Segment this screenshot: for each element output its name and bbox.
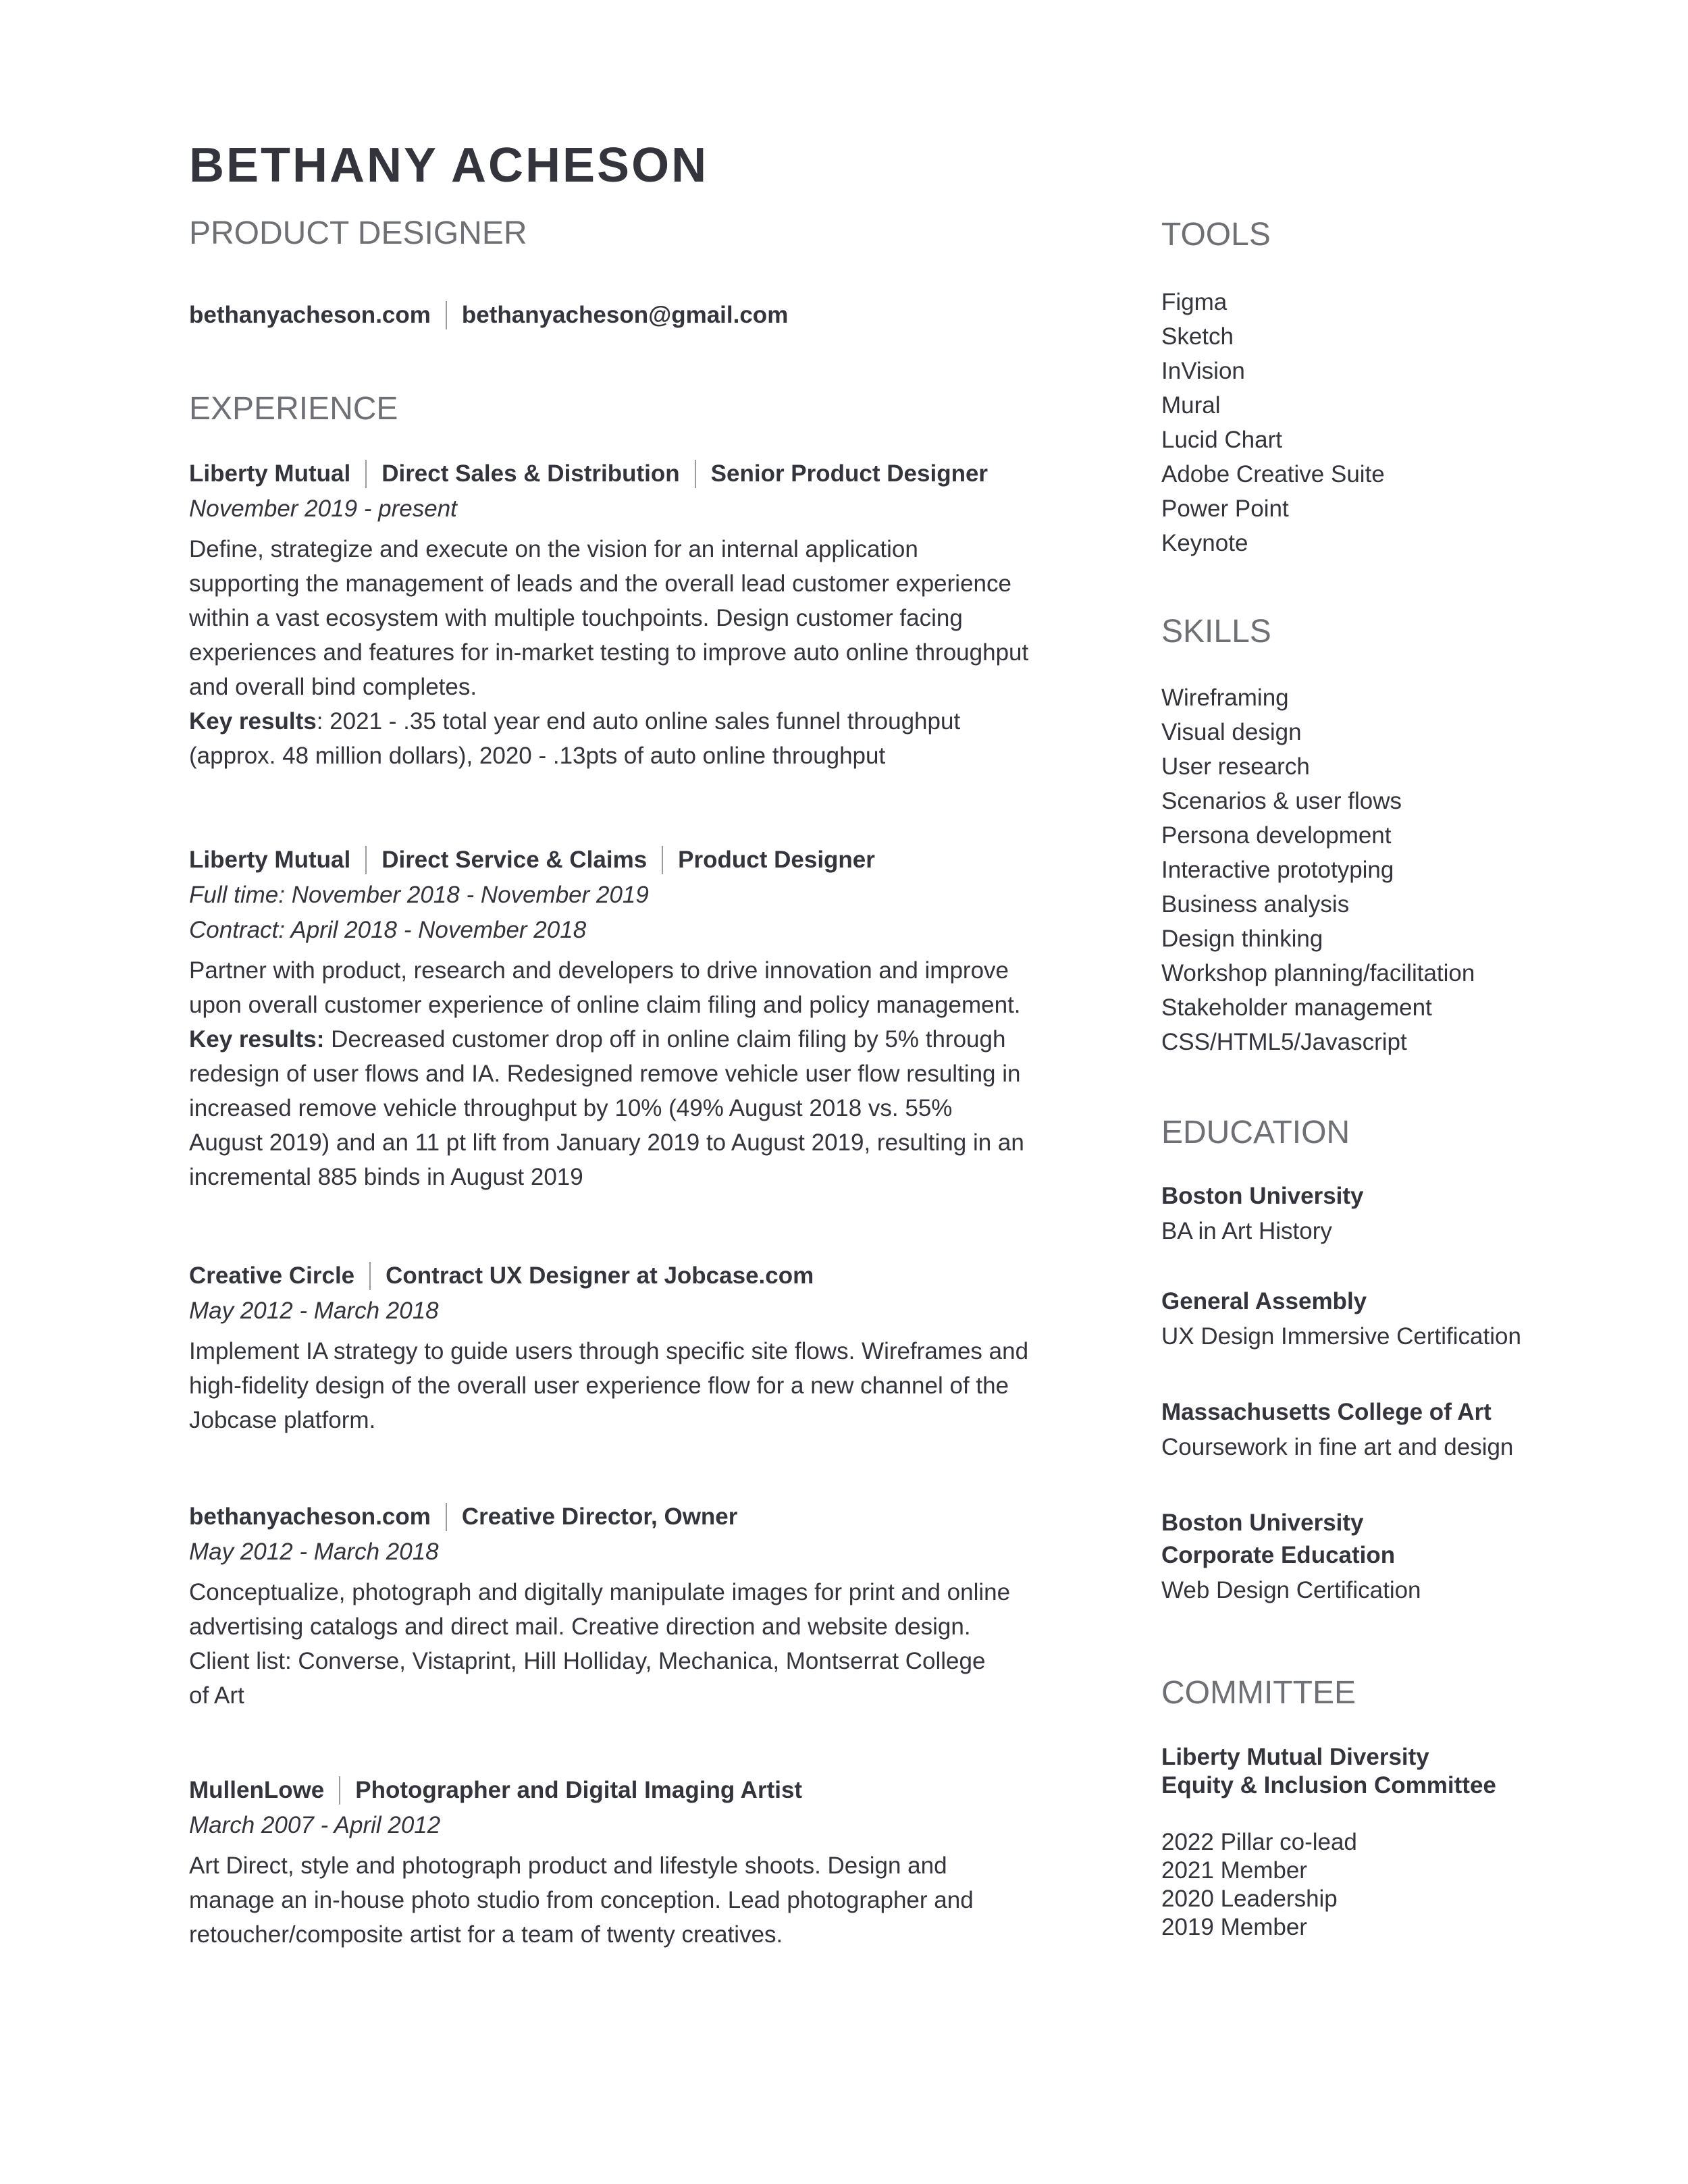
job-department: Direct Service & Claims	[381, 847, 648, 873]
tool-item: Adobe Creative Suite	[1161, 461, 1385, 487]
job-dates: Contract: April 2018 - November 2018	[189, 917, 587, 943]
education-school: General Assembly	[1161, 1288, 1367, 1314]
committee-role: 2019 Member	[1161, 1914, 1307, 1940]
education-school: Boston University	[1161, 1183, 1364, 1209]
job-separator	[365, 460, 367, 488]
job-entry	[189, 1258, 1047, 1437]
key-results-label: Key results:	[189, 1026, 325, 1053]
tool-item: Lucid Chart	[1161, 427, 1282, 453]
contact-separator	[446, 301, 447, 329]
job-entry	[189, 1773, 1047, 1952]
job-header	[189, 1773, 1047, 1808]
job-dates: May 2012 - March 2018	[189, 1539, 439, 1565]
education-degree: Coursework in fine art and design	[1161, 1434, 1514, 1460]
education-entry	[1161, 1180, 1634, 1249]
job-description-text: Partner with product, research and developers to drive innovation and improve upon overall customer experience of online claim filing and policy management.	[189, 957, 1021, 1018]
job-dates: November 2019 - present	[189, 496, 457, 522]
tool-item: Figma	[1161, 289, 1228, 315]
job-header	[189, 1258, 1047, 1294]
education-school: Massachusetts College of Art	[1161, 1399, 1492, 1425]
website-link[interactable]: bethanyacheson.com	[189, 302, 431, 328]
job-role: Creative Director, Owner	[461, 1503, 738, 1530]
education-degree: BA in Art History	[1161, 1218, 1332, 1244]
education-school: Boston University Corporate Education	[1161, 1510, 1396, 1568]
job-role: Senior Product Designer	[710, 460, 988, 487]
skill-item: CSS/HTML5/Javascript	[1161, 1029, 1407, 1055]
job-description	[189, 532, 1047, 773]
key-results-text: : 2021 - .35 total year end auto online sales funnel throughput (approx. 48 million dollars), 2020 - .13pts of auto online throughput	[189, 708, 961, 769]
skill-item: Design thinking	[1161, 926, 1323, 952]
key-results-text: Decreased customer drop off in online claim filing by 5% through redesign of user flows and IA. Redesigned remove vehicle user flow resulting in increased remove vehicle throughput by 10% (49% August 2018 vs. 55% August 2019) and an 11 pt lift from January 2019 to August 2019, resulting in an incremental 885 binds in August 2019	[189, 1026, 1024, 1190]
committee-role: 2022 Pillar co-lead	[1161, 1829, 1357, 1855]
education-degree: UX Design Immersive Certification	[1161, 1323, 1521, 1350]
committee-role: 2021 Member	[1161, 1857, 1307, 1884]
tools-heading: TOOLS	[1161, 217, 1271, 252]
job-dates: Full time: November 2018 - November 2019	[189, 882, 649, 908]
job-company: Creative Circle	[189, 1262, 355, 1289]
job-separator	[446, 1503, 447, 1531]
key-results-label: Key results	[189, 708, 317, 735]
job-separator	[662, 846, 663, 874]
job-role: Product Designer	[678, 847, 875, 873]
job-dates: March 2007 - April 2012	[189, 1812, 441, 1838]
job-entry	[189, 1499, 1047, 1713]
candidate-title: PRODUCT DESIGNER	[189, 215, 527, 251]
education-heading: EDUCATION	[1161, 1115, 1350, 1150]
job-entry	[189, 843, 1047, 1194]
skill-item: User research	[1161, 753, 1310, 780]
job-role: Photographer and Digital Imaging Artist	[355, 1777, 803, 1803]
tool-item: Mural	[1161, 392, 1221, 419]
education-entry	[1161, 1396, 1634, 1465]
experience-heading: EXPERIENCE	[189, 391, 398, 427]
job-dates: May 2012 - March 2018	[189, 1298, 439, 1324]
job-separator	[339, 1776, 340, 1805]
job-description: Art Direct, style and photograph product and lifestyle shoots. Design and manage an in-house photo studio from conception. Lead photographer and retoucher/composite artist for a team of twenty creatives.	[189, 1853, 974, 1948]
committee-roles	[1161, 1828, 1357, 1942]
job-company: MullenLowe	[189, 1777, 325, 1803]
job-company: Liberty Mutual	[189, 460, 351, 487]
job-department: Direct Sales & Distribution	[381, 460, 680, 487]
email-link[interactable]: bethanyacheson@gmail.com	[461, 302, 789, 328]
skill-item: Business analysis	[1161, 891, 1350, 917]
tools-list	[1161, 285, 1385, 560]
tool-item: Power Point	[1161, 496, 1289, 522]
candidate-name: BETHANY ACHESON	[189, 138, 709, 192]
education-degree: Web Design Certification	[1161, 1577, 1421, 1603]
skill-item: Scenarios & user flows	[1161, 788, 1402, 814]
job-separator	[365, 846, 367, 874]
education-entry	[1161, 1285, 1634, 1354]
job-description-text: Define, strategize and execute on the vision for an internal application supporting the management of leads and the overall lead customer experience within a vast ecosystem with multiple touchpoints. Design customer facing experiences and features for in-market testing to improve auto online throughput and overall bind completes.	[189, 536, 1029, 700]
committee-name: Liberty Mutual Diversity Equity & Inclusion Committee	[1161, 1744, 1496, 1799]
job-company: Liberty Mutual	[189, 847, 351, 873]
skill-item: Workshop planning/facilitation	[1161, 960, 1475, 986]
tool-item: Keynote	[1161, 530, 1248, 556]
committee-role: 2020 Leadership	[1161, 1886, 1338, 1912]
job-separator	[695, 460, 696, 488]
committee-entry	[1161, 1743, 1634, 1800]
skill-item: Stakeholder management	[1161, 994, 1432, 1021]
job-description	[189, 953, 1047, 1194]
job-header	[189, 456, 1047, 491]
skill-item: Interactive prototyping	[1161, 857, 1394, 883]
job-role: Contract UX Designer at Jobcase.com	[386, 1262, 814, 1289]
job-separator	[369, 1262, 371, 1290]
contact-line	[189, 301, 788, 329]
skill-item: Wireframing	[1161, 685, 1289, 711]
job-header	[189, 1499, 1047, 1535]
skills-list	[1161, 681, 1475, 1059]
job-header	[189, 843, 1047, 878]
committee-heading: COMMITTEE	[1161, 1675, 1356, 1711]
skills-heading: SKILLS	[1161, 614, 1271, 649]
job-description: Conceptualize, photograph and digitally manipulate images for print and online advertising catalogs and direct mail. Creative direction and website design. Client list: Converse, Vistaprint, Hill Holliday, Mechanica, Montserrat College of Art	[189, 1579, 1011, 1709]
job-entry	[189, 456, 1047, 773]
skill-item: Persona development	[1161, 822, 1392, 849]
job-company[interactable]: bethanyacheson.com	[189, 1503, 431, 1530]
tool-item: Sketch	[1161, 323, 1234, 350]
education-entry	[1161, 1507, 1634, 1608]
tool-item: InVision	[1161, 358, 1245, 384]
skill-item: Visual design	[1161, 719, 1302, 745]
job-description: Implement IA strategy to guide users through specific site flows. Wireframes and high-fidelity design of the overall user experience flow for a new channel of the Jobcase platform.	[189, 1338, 1029, 1433]
